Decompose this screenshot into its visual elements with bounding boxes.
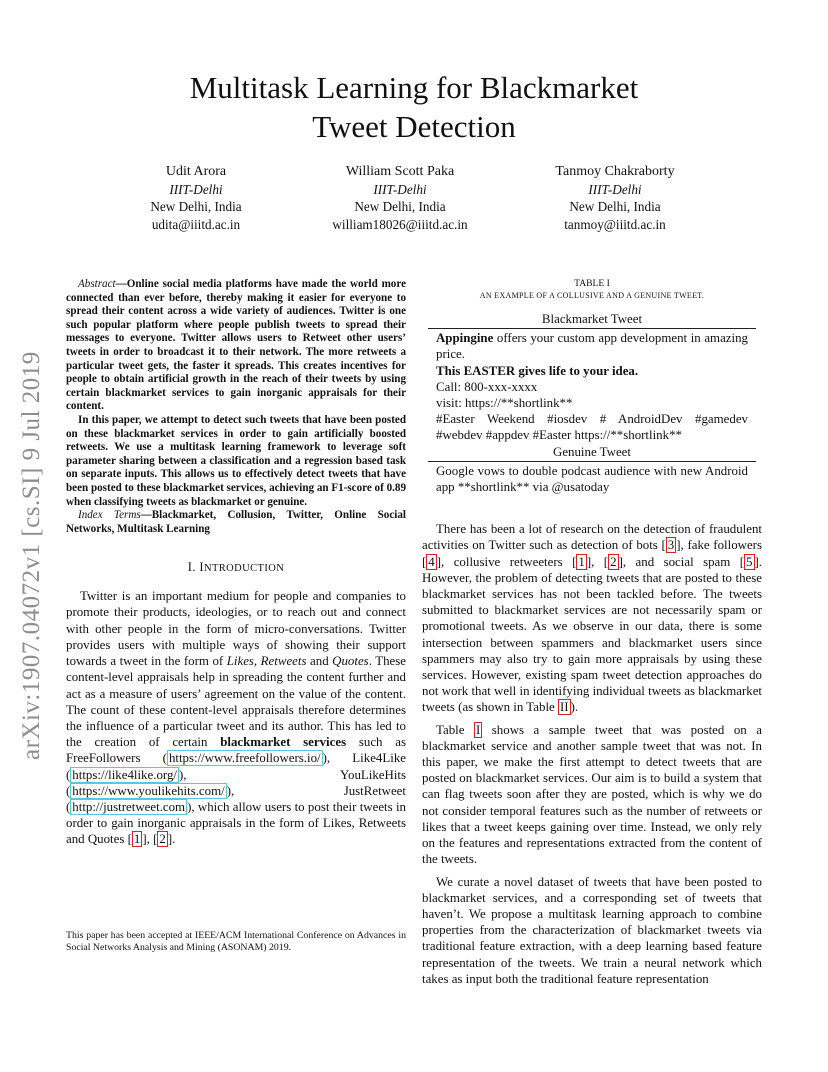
justretweet-link[interactable]: http://justretweet.com: [72, 799, 186, 814]
author-location: New Delhi, India: [150, 199, 242, 214]
tweet-line: visit: https://**shortlink**: [436, 396, 573, 411]
tweet-line: #Easter Weekend #iosdev # AndroidDev #gamedev #webdev #appdev #Easter https://**shortlink**: [436, 412, 748, 443]
author-email[interactable]: tanmoy@iiitd.ac.in: [564, 216, 666, 232]
paper-title: [100, 68, 728, 146]
author-name: William Scott Paka: [345, 164, 455, 179]
right-paragraph-2: [422, 722, 762, 868]
section-number: I.: [187, 560, 200, 575]
right-column: [422, 278, 762, 993]
text-run: ], [: [142, 832, 158, 847]
table-number: TABLE I: [574, 278, 610, 289]
text-run: ).: [570, 700, 579, 715]
text-run: and: [306, 654, 333, 669]
author-name: Tanmoy Chakraborty: [555, 164, 675, 179]
text-run: ), which allow users to post their tweets in order to gain inorganic appraisals in the form of Likes, Retweets and Quotes [: [66, 799, 406, 847]
intro-paragraph-1: [66, 588, 406, 847]
arxiv-identifier: arXiv:1907.04072v1 [cs.SI] 9 Jul 2019: [18, 351, 45, 760]
author-block-2: [290, 163, 510, 233]
citation-link[interactable]: 2: [610, 554, 617, 569]
table-header-genuine: Genuine Tweet: [553, 444, 631, 459]
text-run: There has been a lot of research on the detection of fraudulent activities on Twitter such as detection of bots [: [422, 522, 762, 553]
tweet-line: [436, 330, 748, 362]
author-block-1: [86, 163, 306, 233]
index-terms-label: Index Terms: [78, 509, 141, 522]
genuine-tweet-cell: Google vows to double podcast audience with new Android app **shortlink** via @usatoday: [436, 463, 748, 495]
citation-link[interactable]: 5: [746, 554, 753, 569]
author-block-3: [505, 163, 725, 233]
footnote: This paper has been accepted at IEEE/ACM International Conference on Advances in Social Networks Analysis and Mining (ASONAM) 2019.: [66, 930, 406, 954]
table-subtitle: [422, 290, 762, 302]
text-run: ), JustRetweet (: [66, 783, 406, 814]
emphasis: Quotes: [332, 654, 369, 669]
title-line-2: Tweet Detection: [312, 109, 516, 144]
text-run: ], fake followers [: [422, 538, 762, 569]
text-run: shows a sample tweet that was posted on a blackmarket service and another sample tweet that was not. In this paper, we make the first attempt to detect tweets that are posted on blackmarket services. Our aim is to build a system that can flag tweets soon after they are posted, which is why we do not consider temporal features such as the number of retweets or likes that a tweet keeps gaining over time. Instead, we only rely on the features and representations extracted from the content of the tweets.: [422, 722, 762, 867]
table-subtitle-text: AN EXAMPLE OF A COLLUSIVE AND A GENUINE TWEET.: [479, 291, 705, 300]
text-run: . These content-level appraisals help in spreading the content further and act as a measure of users’ agreement on the value of the content. The count of these content-level appraisals therefore determines the influence of a particular tweet and its author. This has led to the creation of certain: [66, 654, 406, 750]
tweet-text: offers your custom app development in amazing price.: [436, 331, 748, 362]
introduction-text: [66, 588, 406, 847]
freefollowers-link[interactable]: https://www.freefollowers.io/: [168, 751, 321, 766]
abstract-paragraph-2: In this paper, we attempt to detect such tweets that have been posted on these blackmarket services in order to gain artificially boosted retweets. We use a multitask learning framework to leverage soft parameter sharing between a classification and a regression based task on separate inputs. This allows us to effectively detect tweets that have been posted to these blackmarket services, achieving an F1-score of 0.89 when classifying tweets as blackmarket or genuine.: [66, 413, 406, 508]
section-title-initial: I: [199, 560, 204, 575]
citation-link[interactable]: 2: [159, 832, 166, 847]
author-location: New Delhi, India: [354, 199, 446, 214]
author-affiliation: IIIT-Delhi: [373, 181, 427, 197]
table-reference-link[interactable]: II: [559, 700, 569, 715]
table-header-blackmarket: Blackmarket Tweet: [541, 312, 643, 326]
author-affiliation: IIIT-Delhi: [169, 181, 223, 197]
title-line-1: Multitask Learning for Blackmarket: [189, 70, 639, 105]
citation-link[interactable]: 3: [667, 538, 675, 553]
example-tweets-table: [428, 311, 756, 495]
tweet-line: Call: 800-xxx-xxxx: [436, 379, 538, 394]
abstract-label: Abstract: [78, 278, 116, 290]
author-email[interactable]: william18026@iiitd.ac.in: [332, 216, 468, 232]
abstract-text: —Online social media platforms have made the world more connected than ever before, thereby making it easier for everyone to spread their content across a wide variety of audiences. Twitter is one such popular platform where people publish tweets to spread their messages to everyone. Twitter allows users to Retweet other users’ tweets in order to broadcast it to their network. The more retweets a particular tweet gets, the faster it spreads. This creates incentives for people to obtain artificial growth in the reach of their tweets by using certain blackmarket services to gain inorganic appraisals for their content.: [66, 278, 406, 413]
citation-link[interactable]: 1: [578, 554, 585, 569]
text-run: such as FreeFollowers (: [66, 735, 407, 766]
text-run: Twitter is an important medium for people and companies to promote their products, ideologies, or to reach out and connect with other people in the form of micro-conversations. Twitter provides users with multiple ways of showing their support towards a tweet in the form of: [66, 589, 406, 669]
emphasis: Likes, Retweets: [226, 654, 307, 669]
text-run: ], [: [586, 554, 609, 569]
table-caption: [422, 278, 762, 302]
text-run: ), Like4Like (: [66, 751, 406, 782]
text-run: ], collusive retweeters [: [436, 554, 577, 569]
text-run: Table: [436, 722, 474, 737]
bold-term: blackmarket services: [220, 735, 347, 750]
author-name: Udit Arora: [165, 164, 227, 179]
author-email[interactable]: udita@iiitd.ac.in: [151, 216, 241, 232]
text-run: ), YouLikeHits (: [66, 767, 406, 798]
like4like-link[interactable]: https://like4like.org/: [72, 767, 177, 782]
index-terms: [66, 509, 406, 536]
section-title-rest: NTRODUCTION: [203, 563, 285, 575]
abstract-paragraph-1: [66, 278, 406, 414]
blackmarket-tweet-cell: [428, 329, 756, 443]
left-column: [66, 278, 406, 854]
index-terms-text: —Blackmarket, Collusion, Twitter, Online Social Networks, Multitask Learning: [66, 509, 406, 535]
text-run: ], and social spam [: [618, 554, 745, 569]
citation-link[interactable]: 1: [133, 832, 141, 847]
youlikehits-link[interactable]: https://www.youlikehits.com/: [72, 783, 225, 798]
bold-text: Appingine: [436, 331, 494, 346]
text-run: ].: [167, 832, 176, 847]
abstract: [66, 278, 406, 536]
section-heading-introduction: [66, 560, 406, 575]
right-paragraph-1: [422, 521, 762, 715]
text-run: ]. However, the problem of detecting tweets that are posted to these blackmarket services has not been tackled before. The tweets submitted to blackmarket services are not necessarily spam or promotional tweets. As we observe in our data, there is some intersection between spammers and blackmarket users since spammers may also try to gain more appraisals by using these services. However, existing spam tweet detection approaches do not work that well in identifying individual tweets as blackmarket tweets (as shown in Table: [422, 554, 763, 715]
right-column-text: [422, 521, 762, 987]
right-paragraph-3: We curate a novel dataset of tweets that have been posted to blackmarket services, and a corresponding set of tweets that haven’t. We propose a multitask learning approach to combine properties from the characterization of blackmarket tweets via traditional feature extraction, with a deep learning based feature representation of the tweets. We train a neural network which takes as input both the traditional feature representation: [422, 874, 762, 986]
author-location: New Delhi, India: [569, 199, 661, 214]
tweet-line-bold: This EASTER gives life to your idea.: [436, 363, 639, 378]
table-reference-link[interactable]: I: [475, 722, 481, 737]
author-affiliation: IIIT-Delhi: [588, 181, 642, 197]
citation-link[interactable]: 4: [428, 554, 435, 569]
